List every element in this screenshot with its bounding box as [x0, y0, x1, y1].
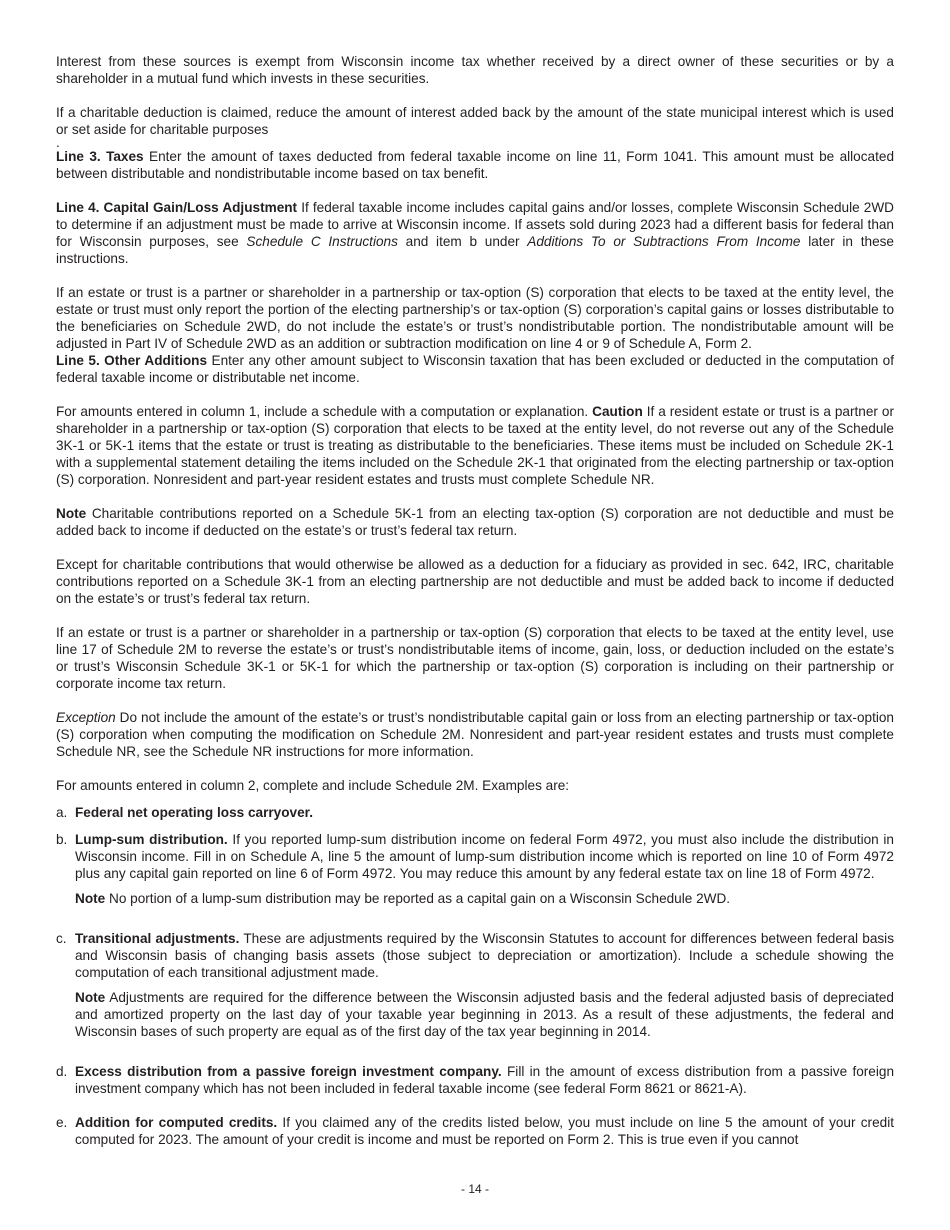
paragraph-exempt-interest: Interest from these sources is exempt from Wisconsin income tax whether received by a direct owner of these securities or by a shareholder in a mutual fund which invests in these securities. — [56, 54, 894, 86]
paragraph-except-charitable: Except for charitable contributions that would otherwise be allowed as a deduction for a fiduciary as provided in sec. 642, IRC, charitable contributions reported on a Schedule 3K-1 from an electing partnership are not deductible and must be added back to income if deducted on the estate’s or trust’s federal tax return. — [56, 557, 894, 606]
note-label: Note — [56, 506, 87, 521]
line-4-text-b: and item b under — [397, 234, 528, 249]
list-item-heading: Lump-sum distribution. — [75, 832, 228, 847]
stray-period: . — [56, 135, 60, 150]
list-item-heading: Addition for computed credits. — [75, 1115, 278, 1130]
list-item-body — [75, 1114, 894, 1148]
column-1-text: For amounts entered in column 1, include a schedule with a computation or explanation. — [56, 404, 593, 419]
list-item-heading: Federal net operating loss carryover. — [75, 805, 313, 820]
line-4-text: If federal taxable income includes capital gains and/or losses, complete Wisconsin Schedule 2WD to determine if an adjustment must be made to arrive at Wisconsin income. If assets sold during 2023 had a different basis for federal than for Wisconsin purposes, see — [56, 200, 894, 249]
paragraph-column-2: For amounts entered in column 2, complete and include Schedule 2M. Examples are: — [56, 778, 570, 793]
list-item-e — [56, 1114, 894, 1148]
caution-label: Caution — [592, 404, 643, 419]
list-item-heading: Transitional adjustments. — [75, 931, 240, 946]
list-item-label: b. — [56, 832, 68, 847]
exception-text: Do not include the amount of the estate’s or trust’s nondistributable capital gain or loss from an electing partnership or tax-option (S) corporation when computing the modification on Schedule 2M. Nonresident and part-year resident estates and trusts must complete Schedule NR, see the Schedule NR instructions for more information. — [56, 710, 894, 759]
note-text: Adjustments are required for the difference between the Wisconsin adjusted basis and the federal adjusted basis of depreciated and amortized property on the last day of your taxable year beginning in 2013. As a result of these adjustments, the federal and Wisconsin bases of such property are equal as of the first day of the tax year beginning in 2014. — [75, 990, 894, 1039]
line-5-other-additions — [56, 352, 894, 386]
list-item-note — [75, 989, 894, 1040]
list-item-text: If you reported lump-sum distribution income on federal Form 4972, you must also include the distribution in Wisconsin income. Fill in on Schedule A, line 5 the amount of lump-sum distribution income which is reported on line 10 of Form 4972 plus any capital gain reported on line 6 of Form 4972. You may reduce this amount by any federal estate tax on line 18 of Form 4972. — [75, 832, 894, 881]
line-3-heading: Line 3. Taxes — [56, 149, 144, 164]
list-item-label: c. — [56, 931, 67, 946]
note-text: Charitable contributions reported on a Schedule 5K-1 from an electing tax-option (S) corporation are not deductible and must be added back to income if deducted on the estate’s or trust’s federal tax return. — [56, 506, 894, 538]
list-item-b — [56, 831, 894, 907]
schedule-c-reference: Schedule C Instructions — [246, 234, 398, 249]
line-4-heading: Line 4. Capital Gain/Loss Adjustment — [56, 200, 298, 215]
line-4-text-c: later in these instructions. — [56, 234, 894, 266]
list-item-heading: Excess distribution from a passive foreign investment company. — [75, 1064, 502, 1079]
list-item-body — [75, 930, 894, 1040]
line-3-text: Enter the amount of taxes deducted from federal taxable income on line 11, Form 1041. This amount must be allocated between distributable and nondistributable income based on tax benefit. — [56, 149, 895, 181]
line-5-text: Enter any other amount subject to Wisconsin taxation that has been excluded or deducted in the computation of federal taxable income or distributable net income. — [56, 353, 894, 385]
list-item-body — [75, 1063, 894, 1097]
list-item-label: d. — [56, 1064, 68, 1079]
paragraph-column-1 — [56, 403, 894, 488]
note-text: No portion of a lump-sum distribution may be reported as a capital gain on a Wisconsin Schedule 2WD. — [105, 891, 731, 906]
list-item-label: a. — [56, 805, 68, 820]
exception-paragraph — [56, 709, 894, 760]
list-item-body — [75, 804, 894, 821]
line-5-heading: Line 5. Other Additions — [56, 353, 208, 368]
instructions-page — [56, 53, 894, 1148]
list-item-text: Fill in the amount of excess distribution from a passive foreign investment company which has not been included in federal taxable income (see federal Form 8621 or 8621-A). — [75, 1064, 895, 1096]
line-4-capital-gain — [56, 199, 894, 267]
paragraph-charitable-deduction: If a charitable deduction is claimed, reduce the amount of interest added back by the amount of the state municipal interest which is used or set aside for charitable purposes — [56, 105, 894, 137]
note-charitable-contributions — [56, 505, 894, 539]
list-item-label: e. — [56, 1115, 68, 1130]
list-item-c — [56, 930, 894, 1040]
paragraph-partner-capital-gains: If an estate or trust is a partner or shareholder in a partnership or tax-option (S) corporation that elects to be taxed at the entity level, the estate or trust must only report the portion of the electing partnership’s or tax-option (S) corporation’s capital gains or losses distributable to the beneficiaries on Schedule 2WD, do not include the estate’s or trust’s nondistributable portion. The nondistributable amount will be adjusted in Part IV of Schedule 2WD as an addition or subtraction modification on line 4 or 9 of Schedule A, Form 2. — [56, 285, 894, 351]
list-item-body — [75, 831, 894, 907]
note-label: Note — [75, 990, 106, 1005]
paragraph-line-17: If an estate or trust is a partner or shareholder in a partnership or tax-option (S) corporation that elects to be taxed at the entity level, use line 17 of Schedule 2M to reverse the estate’s or trust’s nondistributable items of income, gain, loss, or deduction included on the estate’s or trust’s Wisconsin Schedule 3K-1 or 5K-1 for which the partnership or tax-option (S) corporation is including on their partnership or corporate income tax return. — [56, 625, 894, 691]
note-label: Note — [75, 891, 106, 906]
column-1-caution-text: If a resident estate or trust is a partner or shareholder in a partnership or tax-option (S) corporation that elects to be taxed at the entity level, do not reverse out any of the Schedule 3K-1 or 5K-1 items that the estate or trust is treating as distributable to the beneficiaries. These items must be included on Schedule 2K-1 with a supplemental statement detailing the items included on the Schedule 2K-1 that originated from the electing partnership or tax-option (S) corporation. Nonresident and part-year resident estates and trusts must complete Schedule NR. — [56, 404, 894, 487]
line-3-taxes — [56, 148, 894, 182]
list-item-text: If you claimed any of the credits listed below, you must include on line 5 the amount of your credit computed for 2023. The amount of your credit is income and must be reported on Form 2. This is true even if you cannot — [75, 1115, 894, 1147]
list-item-d — [56, 1063, 894, 1097]
list-item-a — [56, 804, 894, 821]
additions-reference: Additions To or Subtractions From Income — [527, 234, 801, 249]
page-number: - 14 - — [460, 1182, 489, 1196]
list-item-note — [75, 890, 894, 907]
exception-label: Exception — [56, 710, 116, 725]
list-item-text: These are adjustments required by the Wisconsin Statutes to account for differences between federal basis and Wisconsin basis of changing basis assets (those subject to depreciation or amortization). Include a schedule showing the computation of each transitional adjustment made. — [75, 931, 894, 980]
